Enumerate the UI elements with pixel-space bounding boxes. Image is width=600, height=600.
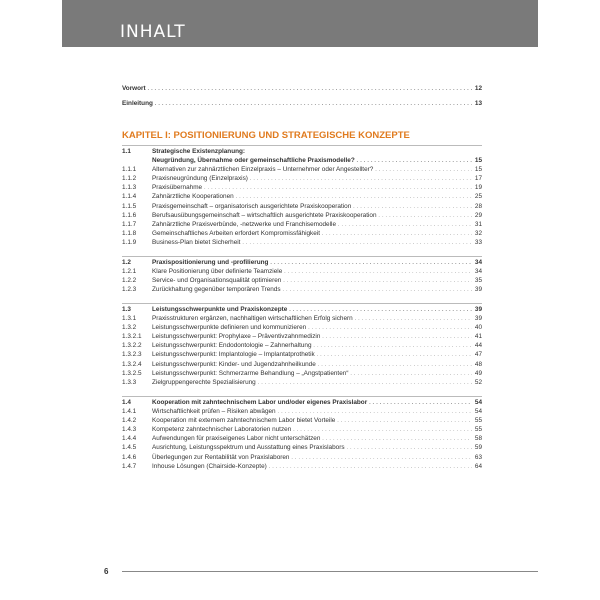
toc-entry-page: 55	[474, 426, 482, 434]
toc-entry	[122, 238, 482, 247]
toc-entry-page: 39	[474, 315, 482, 323]
toc-entry-title: Praxisübernahme . . .	[152, 183, 472, 192]
toc-entry-title: Praxisstrukturen ergänzen, nachhaltigen wirtschaftlichen Erfolg sichern . . .	[152, 314, 472, 323]
toc-entry-page: 48	[474, 360, 482, 368]
toc-entry	[122, 369, 482, 378]
toc-entry-number: 1.2.1	[122, 268, 137, 276]
toc-entry-title: Ausrichtung, Leistungsspektrum und Ausstattung eines Praxislabors . . .	[152, 443, 472, 452]
toc-entry-page: 63	[474, 453, 482, 461]
toc-entry	[122, 443, 482, 452]
toc-entry-title: Kompetenz zahntechnischer Laboratorien nutzen . . .	[152, 425, 472, 434]
toc-entry-page: 40	[474, 324, 482, 332]
toc-entry-number: 1.4.5	[122, 444, 137, 452]
toc-entry-page: 15	[474, 157, 482, 165]
toc-entry-number: 1.3.1	[122, 315, 137, 323]
toc-entry-title: Leistungsschwerpunkte definieren und kommunizieren . . .	[152, 323, 472, 332]
toc-entry	[122, 183, 482, 192]
toc-entry	[122, 425, 482, 434]
toc-entry-title: Praxispositionierung und -profilierung . . .	[152, 258, 472, 267]
toc-entry-title: Kooperation mit externem zahntechnischem Labor bietet Vorteile . . .	[152, 416, 472, 425]
toc-entry-title: Zielgruppengerechte Spezialisierung . . .	[152, 378, 472, 387]
toc-entry	[122, 323, 482, 332]
toc-entry	[122, 220, 482, 229]
toc-entry-number: 1.4.6	[122, 453, 137, 461]
toc-entry	[122, 174, 482, 183]
toc-entry-title: Überlegungen zur Rentabilität von Praxislaboren . . .	[152, 453, 472, 462]
toc-entry-page: 29	[474, 211, 482, 219]
toc-entry-title: Vorwort . . .	[122, 84, 472, 93]
toc-entry-title: Service- und Organisationsqualität optimieren . . .	[152, 276, 472, 285]
toc-entry-number: 1.1.7	[122, 220, 137, 228]
toc-entry-page: 52	[474, 378, 482, 386]
toc-entry-number: 1.1	[122, 148, 131, 155]
toc-entry-title: Strategische Existenzplanung:	[152, 148, 246, 155]
toc-entry-page: 58	[474, 435, 482, 443]
toc-entry-number: 1.3	[122, 306, 131, 313]
toc-entry	[122, 407, 482, 416]
toc-entry-title: Leistungsschwerpunkt: Kinder- und Jugendzahnheilkunde . . .	[152, 360, 472, 369]
toc-entry-page: 17	[474, 175, 482, 183]
toc-entry	[122, 434, 482, 443]
toc-entry	[122, 84, 482, 99]
chapter-title: KAPITEL I: POSITIONIERUNG UND STRATEGISCHE KONZEPTE	[122, 130, 410, 141]
toc-entry-page: 25	[474, 193, 482, 201]
toc-entry	[122, 147, 482, 156]
section-divider	[122, 303, 482, 304]
toc-entry-number: 1.3.2.1	[122, 333, 142, 341]
toc-entry	[122, 276, 482, 285]
toc-entry-number: 1.3.2	[122, 324, 137, 332]
toc-entry-title: Zurückhaltung gegenüber temporären Trends . . .	[152, 285, 472, 294]
toc-entry-page: 34	[474, 259, 482, 266]
toc-entry-number: 1.4.3	[122, 426, 137, 434]
toc-entry-title: Leistungsschwerpunkt: Implantologie – Implantatprothetik . . .	[152, 350, 472, 359]
toc-entry-page: 28	[474, 202, 482, 210]
toc-entry-title: Leistungsschwerpunkt: Prophylaxe – Präventivzahnmedizin . . .	[152, 332, 472, 341]
toc-entry-page: 39	[474, 286, 482, 294]
toc-entry-title: Leistungsschwerpunkt: Schmerzarme Behandlung – „Angstpatienten“ . . .	[152, 369, 472, 378]
toc-entry-number: 1.2	[122, 259, 131, 266]
toc-entry-page: 33	[474, 238, 482, 246]
toc-entry-title: Kooperation mit zahntechnischem Labor und/oder eigenes Praxislabor . . .	[152, 398, 472, 407]
toc-entry-title: Klare Positionierung über definierte Teamziele . . .	[152, 267, 472, 276]
toc-section	[122, 147, 482, 247]
section-divider	[122, 256, 482, 257]
toc-entry-title: Praxisgemeinschaft – organisatorisch ausgerichtete Praxiskooperation . . .	[152, 202, 472, 211]
toc-entry-number: 1.4.7	[122, 462, 137, 470]
toc-entry	[122, 332, 482, 341]
toc-entry-title: Inhouse Lösungen (Chairside-Konzepte) . . .	[152, 462, 472, 471]
toc-entry	[122, 202, 482, 211]
toc-entry-page: 34	[474, 268, 482, 276]
toc-entry	[122, 192, 482, 201]
toc-entry-number: 1.3.2.3	[122, 351, 142, 359]
toc-entry-number: 1.1.8	[122, 229, 137, 237]
toc-entry	[122, 156, 482, 165]
toc-entry-number: 1.4.1	[122, 408, 137, 416]
toc-entry	[122, 314, 482, 323]
toc-entry-title: Leistungsschwerpunkte und Praxiskonzepte . . .	[152, 305, 472, 314]
toc-entry-number: 1.3.3	[122, 378, 137, 386]
toc-entry-title: Einleitung . . .	[122, 99, 472, 108]
toc-entry	[122, 398, 482, 407]
toc-entry-page: 13	[474, 100, 482, 107]
toc-entry-page: 31	[474, 220, 482, 228]
toc-entry-number: 1.3.2.4	[122, 360, 142, 368]
toc-entry-title: Leistungsschwerpunkt: Endodontologie – Zahnerhaltung . . .	[152, 341, 472, 350]
toc-entry	[122, 285, 482, 294]
toc-entry-title: Zahnärztliche Praxisverbünde, -netzwerke und Franchisemodelle . . .	[152, 220, 472, 229]
toc-entry-title: Alternativen zur zahnärztlichen Einzelpraxis – Unternehmer oder Angestellter? . . .	[152, 165, 472, 174]
toc-section	[122, 398, 482, 471]
toc-entry-page: 15	[474, 166, 482, 174]
footer-page-number: 6	[104, 567, 109, 576]
toc-entry-number: 1.1.2	[122, 175, 137, 183]
front-matter-list	[122, 84, 482, 114]
toc-entry-page: 39	[474, 306, 482, 313]
toc-section	[122, 258, 482, 294]
toc-entry-title: Gemeinschaftliches Arbeiten erfordert Kompromissfähigkeit . . .	[152, 229, 472, 238]
toc-entry-page: 19	[474, 184, 482, 192]
toc-entry-number: 1.1.5	[122, 202, 137, 210]
toc-entry	[122, 462, 482, 471]
toc-entry-title: Business-Plan bietet Sicherheit . . .	[152, 238, 472, 247]
toc-entry	[122, 453, 482, 462]
toc-entry	[122, 341, 482, 350]
header-bar	[62, 0, 538, 47]
toc-entry-page: 41	[474, 333, 482, 341]
toc-entry-title: Wirtschaftlichkeit prüfen – Risiken abwägen . . .	[152, 407, 472, 416]
toc-entry-page: 35	[474, 277, 482, 285]
page-title: INHALT	[120, 22, 186, 42]
toc-entry	[122, 416, 482, 425]
toc-entry-page: 54	[474, 408, 482, 416]
toc-entry-page: 54	[474, 399, 482, 406]
toc-section	[122, 305, 482, 387]
toc-entry	[122, 360, 482, 369]
toc-entry	[122, 165, 482, 174]
toc-entry-title: Zahnärztliche Kooperationen . . .	[152, 192, 472, 201]
toc-entry-number: 1.1.3	[122, 184, 137, 192]
toc-entry-title: Neugründung, Übernahme oder gemeinschaftliche Praxismodelle? . . .	[152, 156, 472, 165]
section-divider	[122, 396, 482, 397]
toc-entry-number: 1.4.2	[122, 417, 137, 425]
section-divider	[122, 145, 482, 146]
toc-entry	[122, 211, 482, 220]
toc-entry-page: 12	[474, 85, 482, 92]
toc-entry-number: 1.2.2	[122, 277, 137, 285]
toc-entry-page: 32	[474, 229, 482, 237]
toc-entry-title: Berufsausübungsgemeinschaft – wirtschaftlich ausgerichtete Praxiskooperation . . .	[152, 211, 472, 220]
toc-entry	[122, 350, 482, 359]
toc-entry-title: Praxisneugründung (Einzelpraxis) . . .	[152, 174, 472, 183]
toc-entry-page: 64	[474, 462, 482, 470]
toc-entry	[122, 378, 482, 387]
toc-entry-page: 44	[474, 342, 482, 350]
toc-entry-number: 1.1.6	[122, 211, 137, 219]
toc-entry-page: 49	[474, 369, 482, 377]
toc-entry	[122, 99, 482, 114]
toc-entry	[122, 229, 482, 238]
toc-entry-number: 1.4.4	[122, 435, 137, 443]
toc-entry-page: 59	[474, 444, 482, 452]
toc-entry-title: Aufwendungen für praxiseigenes Labor nicht unterschätzen . . .	[152, 434, 472, 443]
toc-entry	[122, 267, 482, 276]
toc-entry-number: 1.4	[122, 399, 131, 406]
toc-entry-number: 1.3.2.5	[122, 369, 142, 377]
toc-entry-page: 55	[474, 417, 482, 425]
toc-entry-number: 1.1.9	[122, 238, 137, 246]
toc-entry-page: 47	[474, 351, 482, 359]
toc-entry-number: 1.2.3	[122, 286, 137, 294]
toc-entry-number: 1.1.1	[122, 166, 137, 174]
footer-rule	[122, 571, 538, 572]
toc-entry-number: 1.3.2.2	[122, 342, 142, 350]
toc-entry	[122, 258, 482, 267]
toc-entry	[122, 305, 482, 314]
toc-entry-number: 1.1.4	[122, 193, 137, 201]
